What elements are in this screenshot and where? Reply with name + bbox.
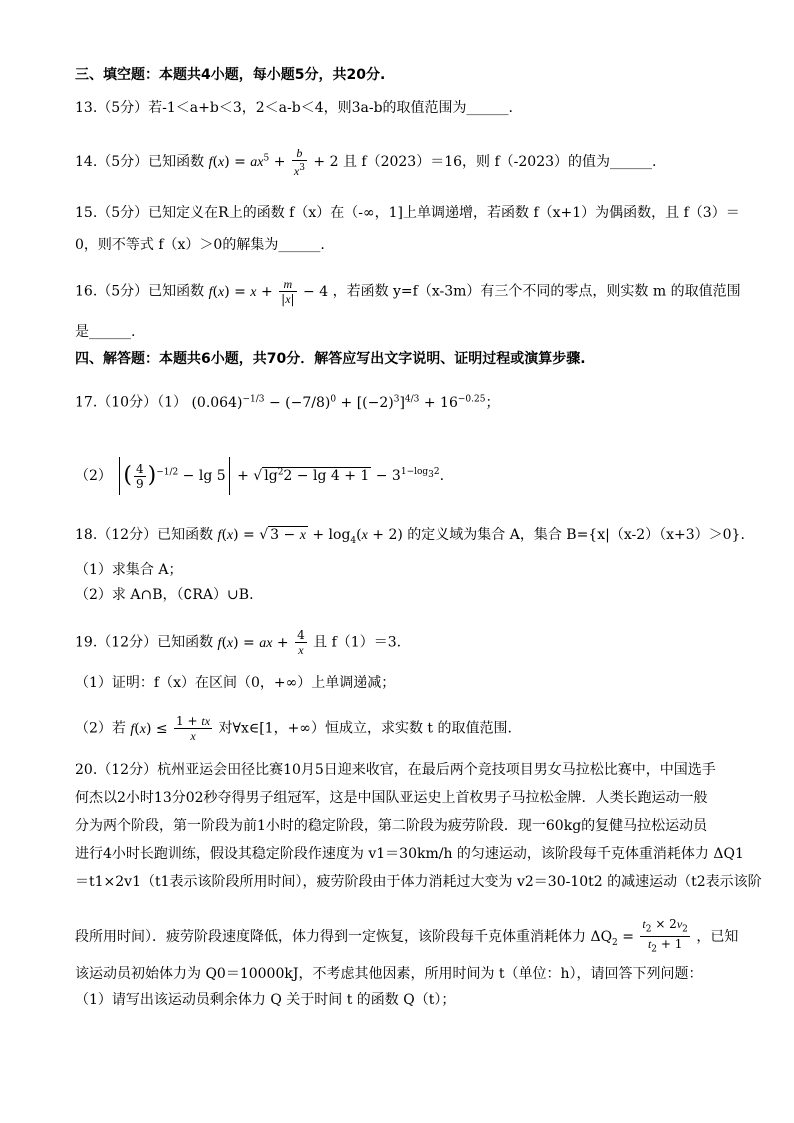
q14-prefix: 14.（5分）已知函数: [75, 154, 205, 170]
question-20-line4: 进行4小时长跑训练，假设其稳定阶段作速度为 v1＝30km/h 的匀速运动，该阶段每千克体重消耗体力 ΔQ1: [75, 846, 744, 862]
q19-p2a: （2）若: [75, 720, 126, 737]
question-18-part1: （1）求集合 A；: [75, 562, 183, 578]
question-19: [75, 628, 401, 657]
q18-prefix: 18.（12分）已知函数: [75, 527, 214, 543]
q18-formula: f(x) = √ $3 - x + \log_4(x + 2)$: [217, 527, 403, 546]
q19-suffix: 且 f（1）＝3.: [313, 634, 402, 651]
question-15-line1: 15.（5分）已知定义在R上的函数 f（x）在（-∞，1]上单调递增，若函数 f（x+1）为偶函数，且 f（3）＝: [75, 205, 740, 221]
question-19-part2: [75, 714, 512, 743]
question-18-part2: （2）求 A∩B，（∁RA）∪B.: [75, 587, 254, 603]
question-20-line5: ＝t1×2v1（t1表示该阶段所用时间），疲劳阶段由于体力消耗过大变为 v2＝30-10t2 的减速运动（t2表示该阶: [75, 874, 762, 890]
q20-l6a: 段所用时间）．疲劳阶段速度降低，体力得到一定恢复，该阶段每千克体重消耗体力: [75, 928, 586, 945]
q18-suffix: 的定义域为集合 A，集合 B={x|（x-2）（x+3）＞0}.: [407, 527, 745, 543]
q14-formula: $f(x) = ax^5$ + $\frac{b}{x^3}$ + 2: [208, 146, 339, 178]
question-16: [75, 277, 741, 306]
question-20-part1: （1）请写出该运动员剩余体力 Q 关于时间 t 的函数 Q（t）；: [75, 992, 456, 1008]
question-20-line6: [75, 917, 738, 957]
section-3-heading: 三、填空题：本题共4小题，每小题5分，共20分.: [75, 67, 386, 83]
q20-l6b: ，已知: [696, 928, 739, 945]
question-13: 13.（5分）若-1＜a+b＜3，2＜a-b＜4，则3a-b的取值范围为______.: [75, 100, 514, 116]
question-19-part1: （1）证明：f（x）在区间（0，+∞）上单调递减；: [75, 675, 396, 691]
question-16-line2: 是______.: [75, 324, 136, 340]
q19-formula: f(x) = ax + $\frac{4}{x}$: [217, 628, 305, 657]
q20-formula: $\Delta Q_2$ = $\frac{t_2 \times 2v_2}{t_2 + 1}$: [590, 917, 688, 955]
section-4-heading: 四、解答题：本题共6小题，共70分．解答应写出文字说明、证明过程或演算步骤.: [75, 351, 586, 367]
q16-formula: f(x) = x + $\frac{m}{|x|}$ − 4: [208, 277, 329, 306]
question-14: [75, 146, 656, 178]
q16-prefix: 16.（5分）已知函数: [75, 283, 205, 300]
question-20-line1: 20.（12分）杭州亚运会田径比赛10月5日迎来收官，在最后两个竞技项目男女马拉松比赛中，中国选手: [75, 762, 716, 778]
question-20-line7: 该运动员初始体力为 Q0＝10000kJ，不考虑其他因素，所用时间为 t（单位：h），请回答下列问题：: [75, 966, 703, 982]
q19-inequality: f(x) ≤ $\frac{1 + tx}{x}$: [130, 714, 211, 743]
q16-suffix: ，若函数 y=f（x-3m）有三个不同的零点，则实数 m 的取值范围: [332, 283, 741, 300]
question-20-line2: 何杰以2小时13分02秒夺得男子组冠军，这是中国队亚运史上首枚男子马拉松金牌．人类长跑运动一般: [75, 790, 708, 806]
q19-p2b: 对∀x∈[1，+∞）恒成立，求实数 t 的取值范围.: [218, 720, 512, 737]
question-17-part1: [75, 390, 499, 412]
q14-suffix: 且 f（2023）＝16，则 f（-2023）的值为______.: [342, 154, 657, 170]
q17-sub2: （2）: [75, 468, 112, 484]
question-15-line2: 0，则不等式 f（x）＞0的解集为______.: [75, 237, 325, 253]
q17-prefix: 17.（10分）（1）: [75, 394, 187, 411]
question-20-line3: 分为两个阶段，第一阶段为前1小时的稳定阶段，第二阶段为疲劳阶段．现一60kg的复健马拉松运动员: [75, 818, 708, 834]
q17-formula-1: $(0.064)^{-1/3} - (-7/8)^0 + [(-2)^3]^{4/3} + 16^{-0.25}$；: [191, 394, 500, 411]
q17-formula-2: ( $\frac{4}{9}$ )$^{-1/2}$ − lg 5 + √ $\lg^22 - \lg 4 + 1 - 3^{1-log_32}$.: [116, 468, 444, 484]
q19-prefix: 19.（12分）已知函数: [75, 634, 214, 651]
question-18: [75, 526, 745, 550]
question-17-part2: [75, 457, 444, 495]
